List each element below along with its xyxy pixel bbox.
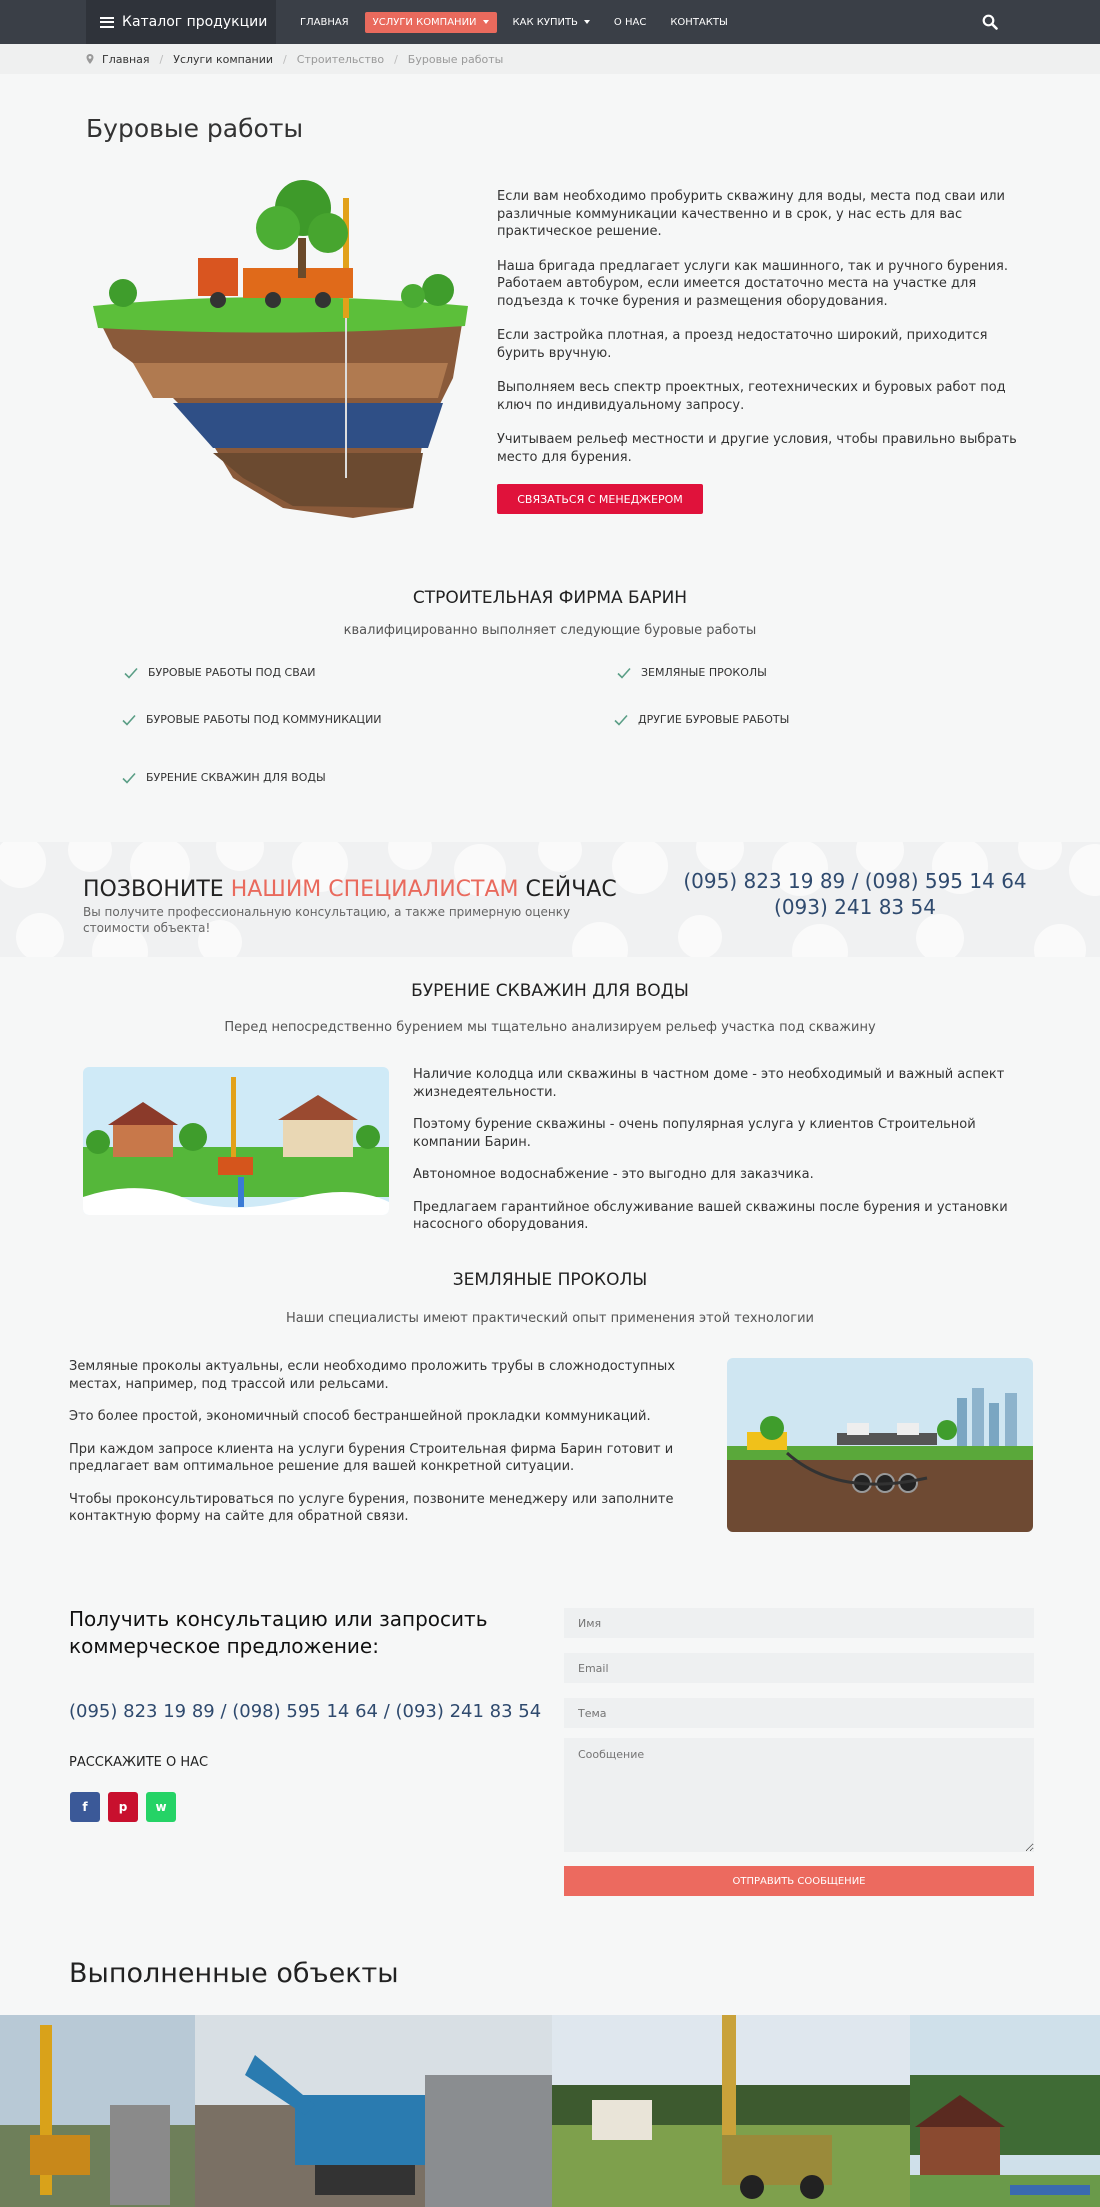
water-wells-title: БУРЕНИЕ СКВАЖИН ДЛЯ ВОДЫ <box>411 981 689 1001</box>
nav-home-label: ГЛАВНАЯ <box>300 16 349 28</box>
phone-link[interactable]: (093) 241 83 54 <box>774 895 936 919</box>
whatsapp-icon: w <box>155 1800 167 1814</box>
water-paragraph: Предлагаем гарантийное обслуживание вашей скважины после бурения и установки насосного оборудования. <box>413 1199 1008 1232</box>
service-item <box>122 771 326 784</box>
nav-contacts[interactable] <box>662 12 735 33</box>
breadcrumb-separator: / <box>394 52 398 66</box>
consult-title: Получить консультацию или запросить коммерческое предложение: <box>69 1607 488 1658</box>
hero-paragraph: Учитываем рельеф местности и другие условия, чтобы правильно выбрать место для бурения. <box>497 432 1017 465</box>
completed-objects-title: Выполненные объекты <box>69 1958 399 1989</box>
share-label: РАССКАЖИТЕ О НАС <box>69 1755 209 1770</box>
nav-services-label: УСЛУГИ КОМПАНИИ <box>372 16 477 28</box>
nav-how-to-buy[interactable] <box>505 12 598 33</box>
send-message-button[interactable]: ОТПРАВИТЬ СООБЩЕНИЕ <box>564 1866 1034 1896</box>
water-paragraph: Наличие колодца или скважины в частном доме - это необходимый и важный аспект жизнедеятельности. <box>413 1067 1005 1100</box>
nav-how-to-buy-label: КАК КУПИТЬ <box>512 16 578 28</box>
pinterest-icon: p <box>118 1800 128 1814</box>
service-item <box>614 713 789 726</box>
breadcrumb-home[interactable]: Главная <box>102 52 150 66</box>
house-site-photo <box>910 2015 1100 2207</box>
message-textarea[interactable] <box>564 1738 1034 1852</box>
service-item <box>122 713 382 726</box>
punctures-paragraph: При каждом запросе клиента на услуги бурения Строительная фирма Барин готовит и предлагает вам оптимальное решение для вашей конкретной ситуации. <box>69 1441 674 1474</box>
email-input[interactable] <box>564 1653 1034 1683</box>
nav-about[interactable] <box>606 12 654 33</box>
catalog-menu-button[interactable] <box>86 0 276 44</box>
service-label: ДРУГИЕ БУРОВЫЕ РАБОТЫ <box>638 713 790 726</box>
excavator-photo <box>195 2015 552 2207</box>
water-paragraph: Автономное водоснабжение - это выгодно для заказчика. <box>413 1167 814 1182</box>
punctures-text <box>69 1358 709 1541</box>
drilling-illustration <box>93 178 471 523</box>
objects-gallery <box>0 2015 1100 2207</box>
check-icon <box>124 667 138 679</box>
hamburger-icon <box>100 17 114 28</box>
breadcrumb-separator: / <box>283 52 287 66</box>
hero-paragraph: Выполняем весь спектр проектных, геотехнических и буровых работ под ключ по индивидуальному запросу. <box>497 380 1006 413</box>
hero-paragraph: Если застройка плотная, а проезд недостаточно широкий, приходится бурить вручную. <box>497 328 988 361</box>
call-specialists-band <box>0 842 1100 957</box>
nav-home[interactable] <box>292 12 357 33</box>
top-navbar <box>0 0 1100 44</box>
service-item <box>124 666 316 679</box>
punctures-paragraph: Это более простой, экономичный способ бестраншейной прокладки коммуникаций. <box>69 1409 651 1424</box>
catalog-label: Каталог продукции <box>122 14 268 30</box>
punctures-paragraph: Чтобы проконсультироваться по услуге бурения, позвоните менеджеру или заполните контактную форму на сайте для обратной связи. <box>69 1491 674 1524</box>
water-wells-subtitle: Перед непосредственно бурением мы тщательно анализируем рельеф участка под скважину <box>224 1020 876 1035</box>
punctures-paragraph: Земляные проколы актуальны, если необходимо проложить трубы в сложнодоступных местах, например, под трассой или рельсами. <box>69 1359 676 1392</box>
phone-link[interactable]: (095) 823 19 89 / (098) 595 14 64 <box>683 869 1027 893</box>
whatsapp-share-button[interactable] <box>146 1792 176 1822</box>
main-nav <box>292 12 744 33</box>
breadcrumb <box>0 44 1100 74</box>
gallery-photo[interactable] <box>910 2015 1100 2207</box>
location-pin-icon <box>86 54 94 64</box>
pinterest-share-button[interactable] <box>108 1792 138 1822</box>
band-title <box>83 877 617 902</box>
band-title-highlight: НАШИМ СПЕЦИАЛИСТАМ <box>230 877 519 902</box>
gallery-photo[interactable] <box>0 2015 195 2207</box>
water-paragraph: Поэтому бурение скважины - очень популярная услуга у клиентов Строительной компании Барин. <box>413 1117 976 1150</box>
subject-input[interactable] <box>564 1698 1034 1728</box>
drilling-rig-photo <box>0 2015 195 2207</box>
check-icon <box>122 772 136 784</box>
services-title: СТРОИТЕЛЬНАЯ ФИРМА БАРИН <box>412 588 688 608</box>
consult-phones[interactable]: (095) 823 19 89 / (098) 595 14 64 / (093) 241 83 54 <box>69 1701 542 1722</box>
punctures-subtitle: Наши специалисты имеют практический опыт применения этой технологии <box>286 1311 814 1326</box>
nav-services[interactable] <box>365 12 497 33</box>
contact-manager-button[interactable]: СВЯЗАТЬСЯ С МЕНЕДЖЕРОМ <box>497 484 703 514</box>
chevron-down-icon <box>483 20 489 24</box>
breadcrumb-current: Буровые работы <box>407 52 504 66</box>
chevron-down-icon <box>584 20 590 24</box>
hero-description <box>497 188 1037 483</box>
service-label: БУРОВЫЕ РАБОТЫ ПОД КОММУНИКАЦИИ <box>146 713 382 726</box>
services-subtitle: квалифицированно выполняет следующие буровые работы <box>343 623 757 638</box>
band-title-pre: ПОЗВОНИТЕ <box>83 877 231 902</box>
village-illustration <box>83 1067 389 1215</box>
nav-about-label: О НАС <box>613 16 647 28</box>
hero-paragraph: Если вам необходимо пробурить скважину для воды, места под сваи или различные коммуникации качественно и в срок, у нас есть для вас практическое решение. <box>497 189 1006 239</box>
page-title: Буровые работы <box>86 114 304 143</box>
earth-puncture-image <box>727 1358 1033 1532</box>
breadcrumb-construction[interactable]: Строительство <box>296 52 385 66</box>
check-icon <box>122 714 136 726</box>
hero-paragraph: Наша бригада предлагает услуги как машинного, так и ручного бурения. Работаем автобуром, если имеется достаточно места на участке для подъезда к точке бурения и размещения оборудования. <box>497 258 1008 309</box>
name-input[interactable] <box>564 1608 1034 1638</box>
service-label: ЗЕМЛЯНЫЕ ПРОКОЛЫ <box>641 666 767 679</box>
band-subtitle: Вы получите профессиональную консультацию, а также примерную оценку стоимости объекта! <box>83 905 571 935</box>
water-well-image <box>83 1067 389 1215</box>
check-icon <box>614 714 628 726</box>
facebook-share-button[interactable] <box>70 1792 100 1822</box>
check-icon <box>617 667 631 679</box>
band-phones <box>660 868 1050 920</box>
band-title-post: СЕЙЧАС <box>518 877 617 902</box>
gallery-photo[interactable] <box>195 2015 552 2207</box>
gallery-photo[interactable] <box>552 2015 910 2207</box>
water-wells-text <box>413 1066 1033 1249</box>
drilling-truck-photo <box>552 2015 910 2207</box>
pipe-puncture-illustration <box>727 1358 1033 1532</box>
breadcrumb-services[interactable]: Услуги компании <box>173 52 274 66</box>
facebook-icon: f <box>82 1800 88 1814</box>
service-item <box>617 666 767 679</box>
service-label: БУРОВЫЕ РАБОТЫ ПОД СВАИ <box>148 666 316 679</box>
punctures-title: ЗЕМЛЯНЫЕ ПРОКОЛЫ <box>452 1270 648 1290</box>
search-icon[interactable] <box>982 14 998 30</box>
breadcrumb-separator: / <box>159 52 164 66</box>
nav-contacts-label: КОНТАКТЫ <box>670 16 728 28</box>
service-label: БУРЕНИЕ СКВАЖИН ДЛЯ ВОДЫ <box>146 771 326 784</box>
